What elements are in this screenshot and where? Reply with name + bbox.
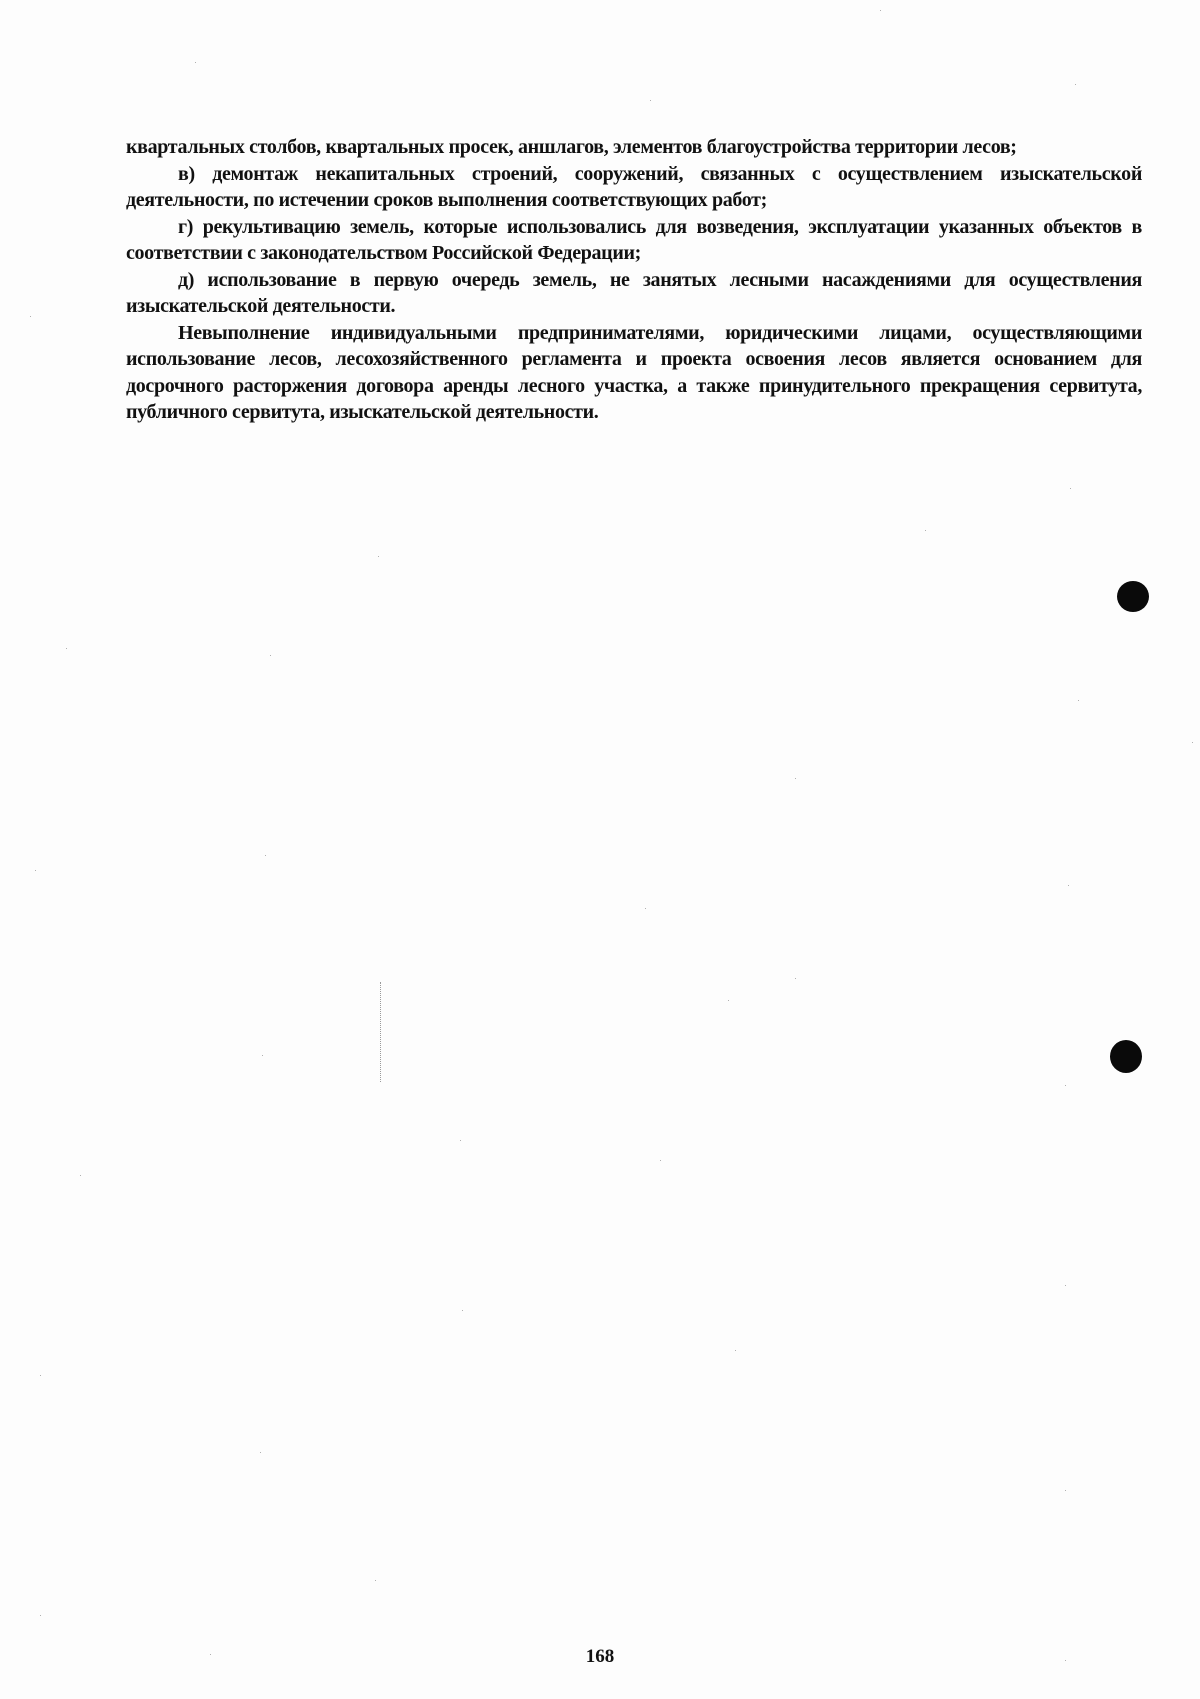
scan-speck <box>1065 1285 1066 1286</box>
scan-speck <box>462 1310 463 1311</box>
scan-speck <box>1068 885 1069 886</box>
scan-speck <box>1065 1490 1066 1491</box>
scan-speck <box>40 1615 41 1616</box>
scan-speck <box>35 870 36 871</box>
scan-speck <box>735 1350 736 1351</box>
scan-speck <box>80 1175 81 1176</box>
scan-speck <box>265 855 266 856</box>
scan-speck <box>262 1055 263 1056</box>
scan-artifact-line <box>380 982 382 1082</box>
scan-speck <box>40 1375 41 1376</box>
scan-speck <box>1192 742 1193 743</box>
scan-speck <box>795 778 796 779</box>
punch-hole-top <box>1117 581 1149 612</box>
scan-speck <box>1078 700 1079 701</box>
paragraph-item-d: д) использование в первую очередь земель, не занятых лесными насаждениями для осуществления изыскательской деятельности. <box>126 268 1142 317</box>
scan-speck <box>1070 488 1071 489</box>
scan-speck <box>650 100 651 101</box>
scan-speck <box>728 1000 729 1001</box>
scan-speck <box>880 10 881 11</box>
scan-speck <box>660 1160 661 1161</box>
document-body <box>126 134 1142 426</box>
paragraph-continuation: квартальных столбов, квартальных просек, аншлагов, элементов благоустройства территории лесов; <box>126 136 1017 158</box>
scan-speck <box>1075 84 1076 85</box>
paragraph-non-compliance: Невыполнение индивидуальными предпринимателями, юридическими лицами, осуществляющими использование лесов, лесохозяйственного регламента и проекта освоения лесов является основанием для досрочного расторжения договора аренды лесного участка, а также принудительного прекращения сервитута, публичного сервитута, изыскательской деятельности. <box>126 321 1142 423</box>
scan-speck <box>460 1140 461 1141</box>
scan-speck <box>375 1580 376 1581</box>
scan-speck <box>270 655 271 656</box>
paragraph-item-g: г) рекультивацию земель, которые использовались для возведения, эксплуатации указанных объектов в соответствии с законодательством Российской Федерации; <box>126 215 1142 264</box>
paragraph-item-v: в) демонтаж некапитальных строений, сооружений, связанных с осуществлением изыскательской деятельности, по истечении сроков выполнения соответствующих работ; <box>126 162 1142 211</box>
scan-speck <box>795 978 796 979</box>
scan-speck <box>30 316 31 317</box>
scan-speck <box>1065 1085 1066 1086</box>
scan-speck <box>260 1452 261 1453</box>
scan-speck <box>645 908 646 909</box>
scan-speck <box>66 648 67 649</box>
punch-hole-bottom <box>1110 1040 1142 1073</box>
scan-speck <box>378 556 379 557</box>
scan-speck <box>195 62 196 63</box>
scan-speck <box>925 530 926 531</box>
page-number: 168 <box>585 1646 615 1667</box>
